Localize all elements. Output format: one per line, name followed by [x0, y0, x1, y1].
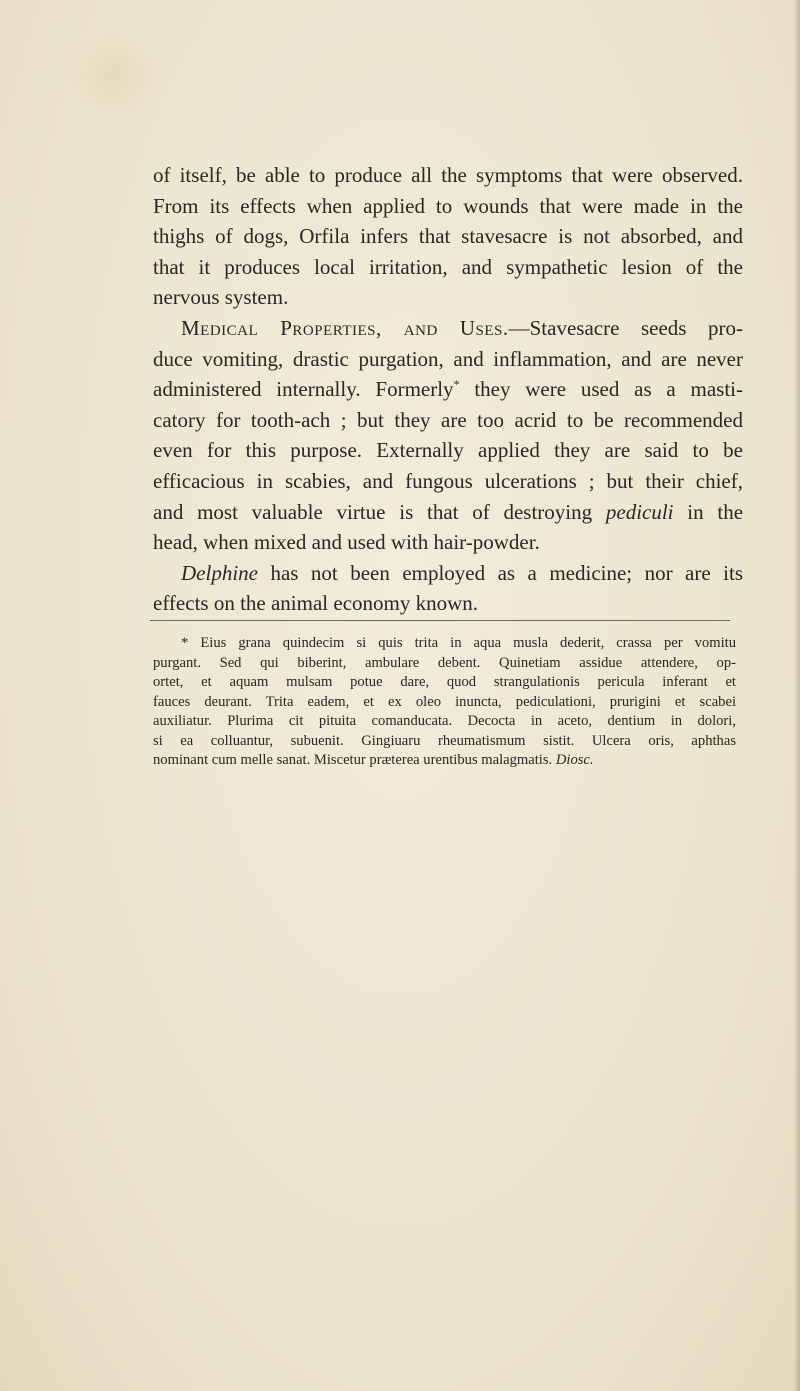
text-line: thighs of dogs, Orfila infers that stavesacre is not absorbed, and [153, 224, 743, 249]
text-fragment: and most valuable virtue is that of destroying [153, 499, 593, 524]
page-edge [794, 0, 800, 1391]
footnote-line: ortet, et aquam mulsam potue dare, quod strangulationis pericula inferant et [153, 674, 736, 690]
text-line [153, 374, 743, 405]
text-line: effects on the animal economy known. [153, 591, 479, 616]
footnote-line: fauces deurant. Trita eadem, et ex oleo inuncta, pediculationi, prurigini et scabei [153, 693, 736, 710]
footnote-line: auxiliatur. Plurima cit pituita comanducata. Decocta in aceto, dentium in dolori, [153, 713, 736, 729]
text-line: even for this purpose. Externally applied they are said to be [153, 438, 743, 463]
footnote-source: Diosc. [555, 752, 594, 768]
text-line: efficacious in scabies, and fungous ulcerations ; but their chief, [153, 468, 743, 493]
text-line: nervous system. [153, 285, 289, 310]
text-line: From its effects when applied to wounds that were made in the [153, 193, 743, 218]
text-line [153, 558, 743, 589]
text-fragment: —Stavesacre seeds pro- [508, 315, 743, 340]
footnote-line: * Eius grana quindecim si quis trita in aqua musla dederit, crassa per vomitu [181, 635, 736, 651]
footnote-marker: * [453, 377, 460, 392]
text-line: of itself, be able to produce all the symptoms that were observed. [153, 163, 743, 187]
footnote-line: purgant. Sed qui biberint, ambulare debent. Quinetiam assidue attendere, op- [153, 654, 736, 671]
text-fragment: nominant cum melle sanat. Miscetur præterea urentibus malagmatis. [153, 752, 553, 768]
text-line: duce vomiting, drastic purgation, and inflammation, and are never [153, 346, 743, 371]
italic-term: pediculi [605, 499, 674, 524]
paragraph-3 [153, 558, 743, 619]
text-fragment: Formerly [375, 377, 454, 402]
footnote-rule [150, 620, 730, 621]
main-text [153, 160, 743, 619]
text-line: catory for tooth-ach ; but they are too acrid to be recommended [153, 407, 743, 432]
footnote [153, 634, 736, 771]
paper-stain [70, 30, 160, 120]
text-fragment: administered internally. [153, 377, 361, 402]
footnote-line [153, 751, 736, 771]
text-fragment: they were used as a masti- [474, 377, 743, 402]
text-fragment: in the [687, 499, 744, 524]
footnote-line: si ea colluantur, subuenit. Gingiuaru rheumatismum sistit. Ulcera oris, aphthas [153, 732, 736, 749]
paragraph-2 [153, 313, 743, 558]
text-line [153, 497, 743, 528]
paragraph-1 [153, 160, 743, 313]
text-line: that it produces local irritation, and sympathetic lesion of the [153, 254, 743, 279]
text-line: head, when mixed and used with hair-powder. [153, 530, 540, 555]
italic-term: Delphine [181, 560, 258, 585]
text-line [153, 313, 743, 344]
section-heading: Medical Properties, and Uses. [181, 315, 509, 340]
text-fragment: has not been employed as a medicine; nor are its [270, 560, 743, 585]
